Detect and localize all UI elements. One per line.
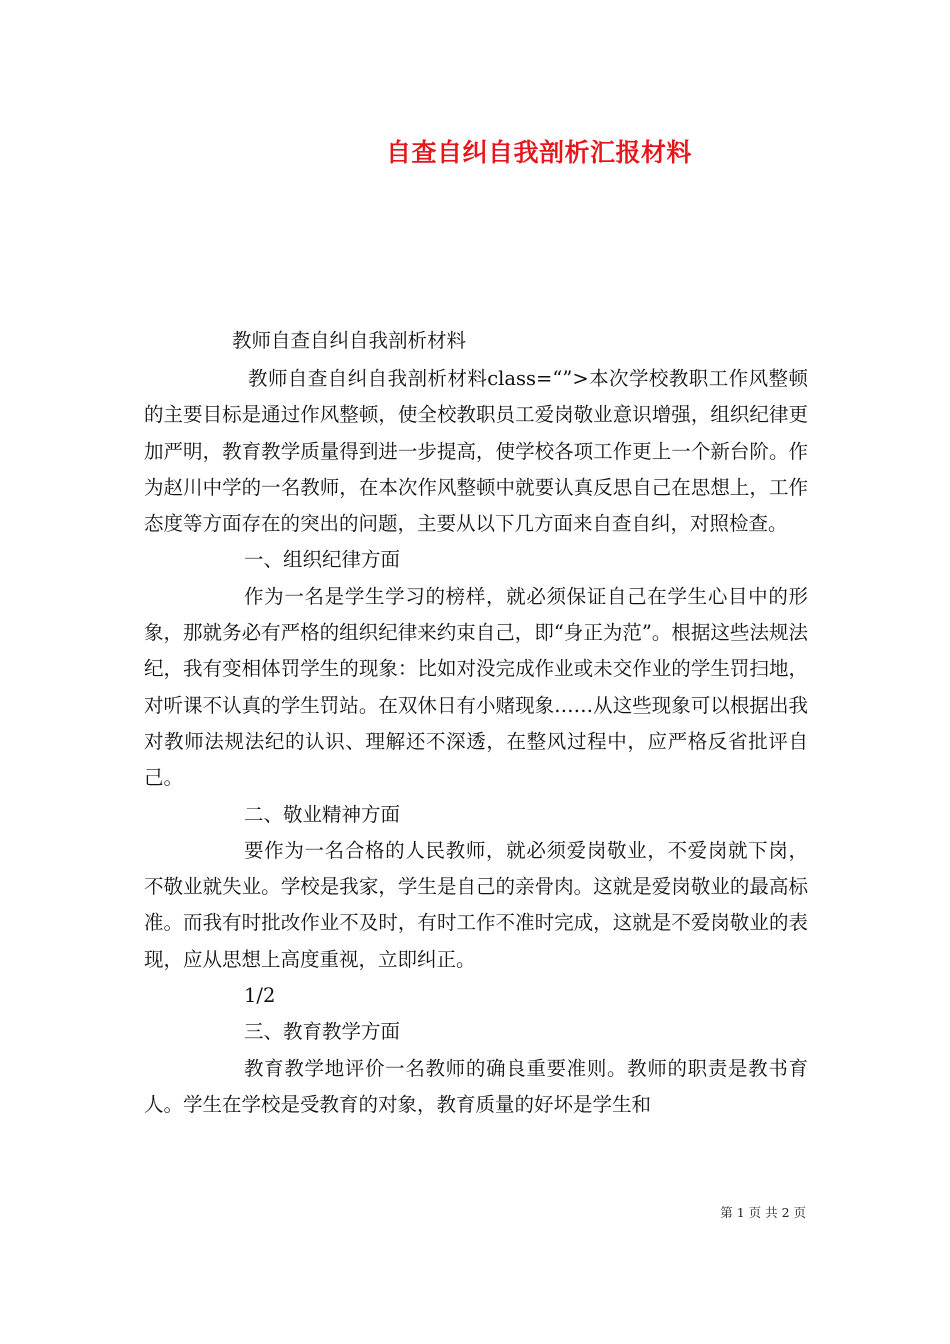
body-paragraph: 作为一名是学生学习的榜样，就必须保证自己在学生心目中的形象，那就务必有严格的组织纪律来约束自己，即“身正为范”。根据这些法规法纪，我有变相体罚学生的现象：比如对没完成作业或未交作业的学生罚扫地，对听课不认真的学生罚站。在双休日有小赌现象……从这些现象可以根据出我对教师法规法纪的认识、理解还不深透，在整风过程中，应严格反省批评自己。: [144, 584, 808, 790]
document-body: [144, 361, 808, 1123]
page-marker: 1/2: [244, 984, 276, 1008]
document-subtitle: 教师自查自纠自我剖析材料: [232, 329, 467, 352]
page-title: 自查自纠自我剖析汇报材料: [385, 138, 692, 167]
section-heading: 一、组织纪律方面: [244, 548, 401, 572]
body-paragraph: 教育教学地评价一名教师的确良重要准则。教师的职责是教书育人。学生在学校是受教育的对象，教育质量的好坏是学生和: [144, 1056, 808, 1116]
section-heading: 二、敬业精神方面: [244, 802, 401, 826]
body-paragraph: 教师自查自纠自我剖析材料class=“”>本次学校教职工作风整顿的主要目标是通过作风整顿，使全校教职员工爱岗敬业意识增强，组织纪律更加严明，教育教学质量得到进一步提高，使学校各项工作更上一个新台阶。作为赵川中学的一名教师，在本次作风整顿中就要认真反思自己在思想上，工作态度等方面存在的突出的问题，主要从以下几方面来自查自纠，对照检查。: [144, 367, 808, 536]
body-paragraph: 要作为一名合格的人民教师，就必须爱岗敬业，不爱岗就下岗，不敬业就失业。学校是我家，学生是自己的亲骨肉。这就是爱岗敬业的最高标准。而我有时批改作业不及时，有时工作不准时完成，这就是不爱岗敬业的表现，应从思想上高度重视，立即纠正。: [144, 838, 808, 971]
section-heading: 三、教育教学方面: [244, 1020, 401, 1044]
page-footer: 第 1 页 共 2 页: [720, 1205, 806, 1220]
